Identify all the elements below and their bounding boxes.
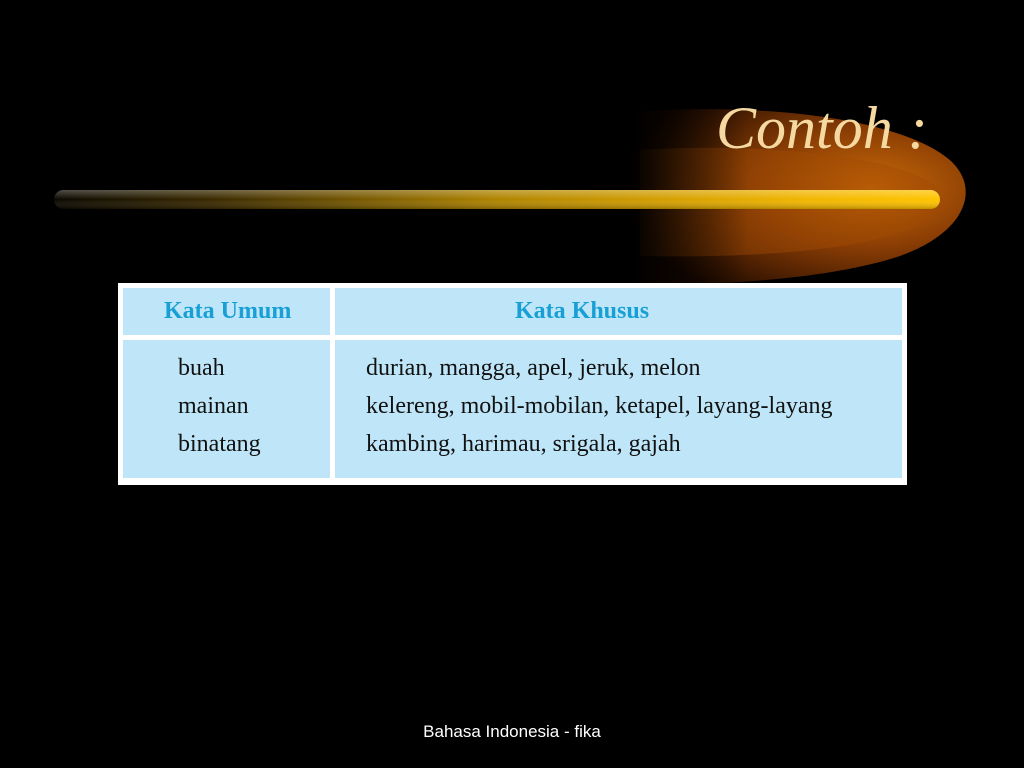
- gold-bar-shine: [54, 190, 940, 209]
- general-word-3: binatang: [178, 431, 261, 457]
- general-word-2: mainan: [178, 393, 249, 419]
- word-table-grid: [123, 288, 902, 480]
- specific-words-2: kelereng, mobil-mobilan, ketapel, layang-layang: [366, 393, 833, 419]
- header-kata-khusus: Kata Khusus: [335, 288, 902, 335]
- specific-words-1: durian, mangga, apel, jeruk, melon: [366, 355, 701, 381]
- word-table: [118, 283, 907, 485]
- column-kata-khusus: [335, 340, 902, 478]
- header-kata-umum: Kata Umum: [123, 288, 330, 335]
- slide-footer: Bahasa Indonesia - fika: [423, 722, 601, 741]
- specific-words-3: kambing, harimau, srigala, gajah: [366, 431, 681, 457]
- general-word-1: buah: [178, 355, 225, 381]
- slide-title: Contoh :: [716, 95, 928, 161]
- column-kata-umum: [123, 340, 330, 478]
